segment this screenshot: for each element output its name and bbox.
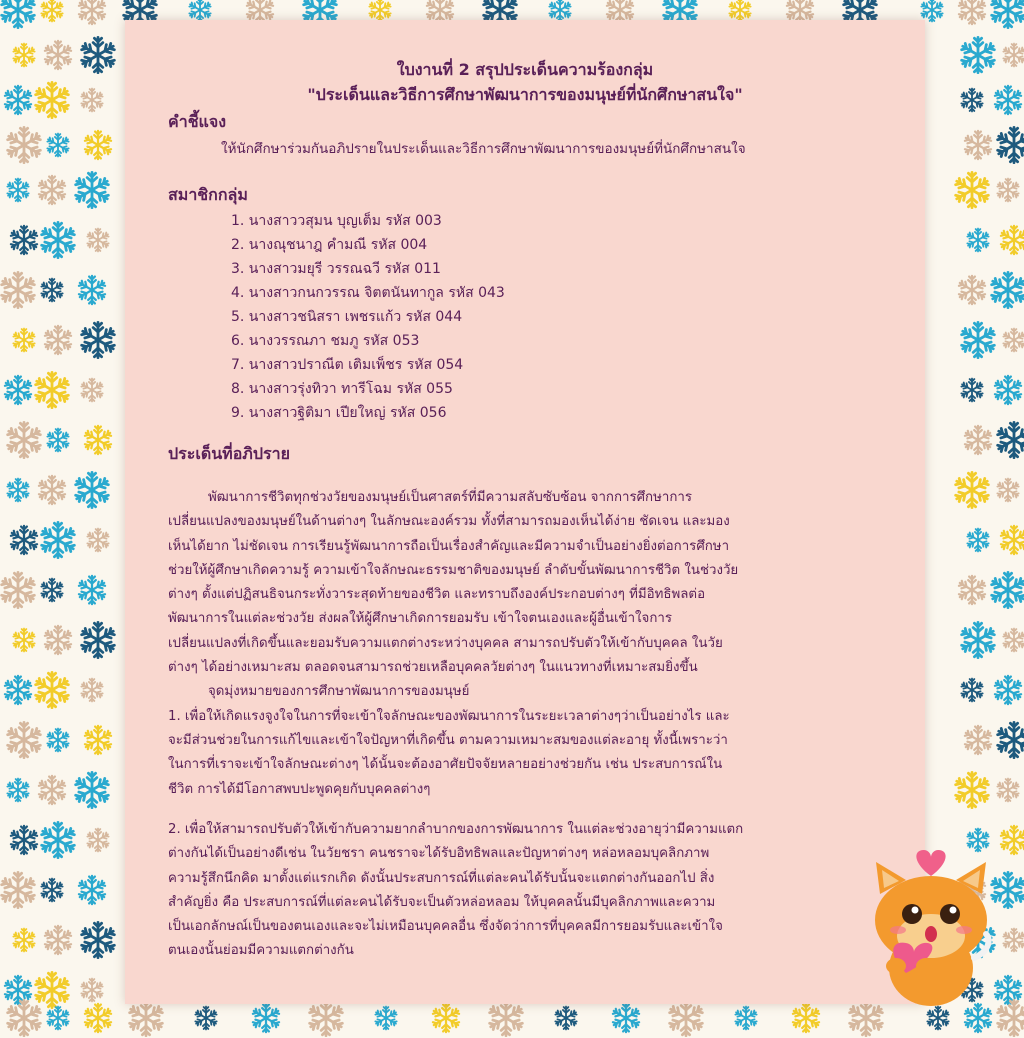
paragraph-line: เปลี่ยนแปลงของมนุษย์ในด้านต่างๆ ในลักษณะองค์รวม ทั้งที่สามารถมองเห็นได้ง่าย ชัดเจน และมอง xyxy=(168,514,730,530)
snowflake-icon xyxy=(958,620,998,660)
paragraph-line: ต่างๆ ตั้งแต่ปฏิสนธิจนกระทั่งวาระสุดท้ายของชีวิต และทราบถึงองค์ประกอบต่างๆ ที่มีอิทธิพลต่อ xyxy=(168,587,706,603)
heart-icon xyxy=(916,850,945,876)
snowflake-icon xyxy=(11,927,37,953)
paragraph-line: ต่างๆ ได้อย่างเหมาะสม ตลอดจนสามารถช่วยเหลือบุคคลวัยต่างๆ ในแนวทางที่เหมาะสมยิ่งขึ้น xyxy=(168,660,698,676)
snowflake-icon xyxy=(733,1005,759,1031)
snowflake-icon xyxy=(8,524,40,556)
member-item: 8. นางสาวรุ่งทิวา ทารีโฉม รหัส 055 xyxy=(231,381,453,397)
snowflake-icon xyxy=(4,125,44,165)
snowflake-icon xyxy=(42,924,74,956)
snowflake-icon xyxy=(39,277,65,303)
snowflake-icon xyxy=(126,998,166,1038)
snowflake-icon xyxy=(306,998,346,1038)
snowflake-icon xyxy=(995,777,1021,803)
paragraph-line: พัฒนาการชีวิตทุกช่วงวัยของมนุษย์เป็นศาสตร์ที่มีความสลับซับซ้อน จากการศึกษาการ xyxy=(208,490,692,505)
paragraph-line: ความรู้สึกนึกคิด มาตั้งแต่แรกเกิด ดังนั้นประสบการณ์ที่แต่ละคนได้รับนั้นจะแตกต่างกันออกไป สิ่ง xyxy=(168,870,715,886)
member-item: 4. นางสาวกนกวรรณ จิตตนันทากูล รหัส 043 xyxy=(231,285,505,301)
worksheet-paper xyxy=(125,20,925,1004)
snowflake-icon xyxy=(72,470,112,510)
snowflake-icon xyxy=(8,824,40,856)
snowflake-icon xyxy=(82,1002,114,1034)
snowflake-icon xyxy=(193,1005,219,1031)
snowflake-icon xyxy=(959,377,985,403)
snowflake-icon xyxy=(790,1002,822,1034)
snowflake-icon xyxy=(610,1002,642,1034)
snowflake-icon xyxy=(82,724,114,756)
snowflake-icon xyxy=(76,274,108,306)
snowflake-icon xyxy=(998,224,1024,256)
snowflake-icon xyxy=(11,327,37,353)
snowflake-icon xyxy=(994,998,1024,1038)
snowflake-icon xyxy=(4,420,44,460)
member-item: 9. นางสาวฐิติมา เปียใหญ่ รหัส 056 xyxy=(231,405,447,421)
snowflake-icon xyxy=(988,570,1024,610)
snowflake-icon xyxy=(79,377,105,403)
snowflake-icon xyxy=(988,270,1024,310)
snowflake-icon xyxy=(72,170,112,210)
paragraph-line: เห็นได้ยาก ไม่ชัดเจน การเรียนรู้พัฒนาการถือเป็นเรื่องสำคัญและมีความจำเป็นอย่างยิ่งต่อการศึกษา xyxy=(168,538,730,554)
snowflake-icon xyxy=(952,170,992,210)
snowflake-icon xyxy=(85,527,111,553)
snowflake-icon xyxy=(998,824,1024,856)
paragraph-line: ในการที่เราจะเข้าใจลักษณะต่างๆ ได้นั้นจะต้องอาศัยปัจจัยหลายอย่างช่วยกัน เช่น ประสบการณ์ใน xyxy=(168,757,723,773)
snowflake-icon xyxy=(11,627,37,653)
instructions-heading: คำชี้แจง xyxy=(168,112,227,131)
snowflake-icon xyxy=(85,827,111,853)
snowflake-icon xyxy=(1001,927,1024,953)
member-item: 1. นางสาววสุมน บุญเต็ม รหัส 003 xyxy=(231,213,442,229)
snowflake-icon xyxy=(956,0,988,26)
snowflake-icon xyxy=(994,420,1024,460)
snowflake-icon xyxy=(250,1002,282,1034)
snowflake-icon xyxy=(42,624,74,656)
snowflake-icon xyxy=(76,0,108,26)
snowflake-icon xyxy=(992,674,1024,706)
discussion-intro xyxy=(168,486,908,802)
snowflake-icon xyxy=(38,820,78,860)
member-item: 5. นางสาวชนิสรา เพชรแก้ว รหัส 044 xyxy=(231,309,463,325)
paragraph-line: ตนเองนั้นย่อมมีความแตกต่างกัน xyxy=(168,943,354,959)
paragraph-line: พัฒนาการในแต่ละช่วงวัย ส่งผลให้ผู้ศึกษาเกิดการยอมรับ เข้าใจตนเองและผู้อื่นเข้าใจการ xyxy=(168,611,673,627)
paragraph-line: 2. เพื่อให้สามารถปรับตัวให้เข้ากับความยากลำบากของการพัฒนาการ ในแต่ละช่วงอายุว่ามีความแตก xyxy=(168,822,744,837)
snowflake-icon xyxy=(2,674,34,706)
snowflake-icon xyxy=(78,35,118,75)
snowflake-icon xyxy=(76,574,108,606)
snowflake-icon xyxy=(32,80,72,120)
discussion-point-2 xyxy=(168,818,908,964)
snowflake-icon xyxy=(5,177,31,203)
paragraph-line: สำคัญยิ่ง คือ ประสบการณ์ที่แต่ละคนได้รับจะเป็นตัวหล่อหลอม ให้บุคคลนั้นมีบุคลิกภาพและความ xyxy=(168,894,716,910)
member-item: 6. นางวรรณภา ชมภู รหัส 053 xyxy=(231,333,420,349)
snowflake-icon xyxy=(1001,42,1024,68)
snowflake-icon xyxy=(988,0,1024,30)
snowflake-icon xyxy=(72,770,112,810)
snowflake-icon xyxy=(962,424,994,456)
snowflake-icon xyxy=(45,427,71,453)
snowflake-icon xyxy=(76,874,108,906)
snowflake-icon xyxy=(78,620,118,660)
snowflake-icon xyxy=(994,125,1024,165)
snowflake-icon xyxy=(5,477,31,503)
snowflake-icon xyxy=(956,574,988,606)
snowflake-icon xyxy=(82,129,114,161)
snowflake-icon xyxy=(8,224,40,256)
paragraph-line: จะมีส่วนช่วยในการแก้ไขและเข้าใจปัญหาที่เกิดขึ้น ตามความเหมาะสมของแต่ละอายุ ทั้งนี้เพราะว่า xyxy=(168,732,728,748)
snowflake-icon xyxy=(4,720,44,760)
snowflake-icon xyxy=(958,320,998,360)
snowflake-icon xyxy=(998,524,1024,556)
snowflake-icon xyxy=(1001,327,1024,353)
snowflake-icon xyxy=(962,724,994,756)
snowflake-icon xyxy=(78,920,118,960)
snowflake-icon xyxy=(5,777,31,803)
member-item: 3. นางสาวมยุรี วรรณฉวี รหัส 011 xyxy=(231,261,441,277)
snowflake-icon xyxy=(959,87,985,113)
snowflake-icon xyxy=(79,677,105,703)
snowflake-icon xyxy=(82,424,114,456)
snowflake-icon xyxy=(36,474,68,506)
snowflake-icon xyxy=(959,677,985,703)
snowflake-icon xyxy=(45,727,71,753)
snowflake-icon xyxy=(0,870,38,910)
paragraph-line: เป็นเอกลักษณ์เป็นของตนเองและจะไม่เหมือนบุคคลอื่น ซึ่งจัดว่าการที่บุคคลมีการยอมรับและเข้าใจ xyxy=(168,919,723,935)
snowflake-icon xyxy=(38,220,78,260)
paragraph-line: จุดมุ่งหมายของการศึกษาพัฒนาการของมนุษย์ xyxy=(208,684,470,700)
snowflake-icon xyxy=(36,174,68,206)
snowflake-icon xyxy=(958,35,998,75)
snowflake-icon xyxy=(666,998,706,1038)
snowflake-icon xyxy=(45,132,71,158)
snowflake-icon xyxy=(32,670,72,710)
snowflake-icon xyxy=(42,39,74,71)
snowflake-icon xyxy=(32,370,72,410)
snowflake-icon xyxy=(0,570,38,610)
snowflake-icon xyxy=(79,977,105,1003)
members-list xyxy=(231,209,505,425)
snowflake-icon xyxy=(45,1005,71,1031)
snowflake-icon xyxy=(0,270,38,310)
paragraph-line: ช่วยให้ผู้ศึกษาเกิดความรู้ ความเข้าใจลักษณะธรรมชาติของมนุษย์ ลำดับขั้นพัฒนาการชีวิต ในช่วงวัย xyxy=(168,562,739,578)
snowflake-icon xyxy=(1001,627,1024,653)
snowflake-icon xyxy=(486,998,526,1038)
snowflake-icon xyxy=(994,720,1024,760)
snowflake-icon xyxy=(79,87,105,113)
snowflake-icon xyxy=(4,998,44,1038)
snowflake-icon xyxy=(952,470,992,510)
snowflake-icon xyxy=(952,770,992,810)
worksheet-subtitle: "ประเด็นและวิธีการศึกษาพัฒนาการของมนุษย์ที่นักศึกษาสนใจ" xyxy=(307,85,743,104)
worksheet-title: ใบงานที่ 2 สรุปประเด็นความร้องกลุ่ม xyxy=(396,60,654,79)
snowflake-icon xyxy=(995,477,1021,503)
snowflake-icon xyxy=(39,877,65,903)
paragraph-line: เปลี่ยนแปลงที่เกิดขึ้นและยอมรับความแตกต่างระหว่างบุคคล สามารถปรับตัวให้เข้ากับบุคคล ในวัย xyxy=(168,635,723,651)
snowflake-icon xyxy=(373,1005,399,1031)
snowflake-icon xyxy=(992,374,1024,406)
snowflake-icon xyxy=(553,1005,579,1031)
snowflake-icon xyxy=(11,42,37,68)
member-item: 7. นางสาวปราณีต เติมเพ็ชร รหัส 054 xyxy=(231,357,464,373)
snowflake-icon xyxy=(962,129,994,161)
snowflake-icon xyxy=(995,177,1021,203)
snowflake-icon xyxy=(39,577,65,603)
snowflake-icon xyxy=(78,320,118,360)
snowflake-icon xyxy=(39,0,65,23)
snowflake-icon xyxy=(36,774,68,806)
cat-mascot-icon xyxy=(866,848,996,1013)
snowflake-icon xyxy=(2,374,34,406)
paragraph-line: ชีวิต การได้มีโอกาสพบปะพูดคุยกับบุคคลต่างๆ xyxy=(168,781,431,797)
member-item: 2. นางณุชนาฎ คำมณี รหัส 004 xyxy=(231,237,428,253)
snowflake-icon xyxy=(38,520,78,560)
snowflake-icon xyxy=(430,1002,462,1034)
snowflake-icon xyxy=(956,274,988,306)
paragraph-line: ต่างกันได้เป็นอย่างดีเช่น ในวัยชรา คนชราจะได้รับอิทธิพลและปัญหาต่างๆ หล่อหลอมบุคลิกภาพ xyxy=(168,846,710,862)
discussion-heading: ประเด็นที่อภิปราย xyxy=(168,444,290,463)
snowflake-icon xyxy=(2,84,34,116)
snowflake-icon xyxy=(85,227,111,253)
snowflake-icon xyxy=(992,84,1024,116)
paragraph-line: 1. เพื่อให้เกิดแรงจูงใจในการที่จะเข้าใจลักษณะของพัฒนาการในระยะเวลาต่างๆว่าเป็นอย่างไร และ xyxy=(168,708,730,724)
instructions-text: ให้นักศึกษาร่วมกันอภิปรายในประเด็นและวิธีการศึกษาพัฒนาการของมนุษย์ที่นักศึกษาสนใจ xyxy=(221,141,746,157)
snowflake-icon xyxy=(965,227,991,253)
snowflake-icon xyxy=(42,324,74,356)
snowflake-icon xyxy=(965,527,991,553)
snowflake-icon xyxy=(0,0,38,30)
members-heading: สมาชิกกลุ่ม xyxy=(168,185,248,204)
